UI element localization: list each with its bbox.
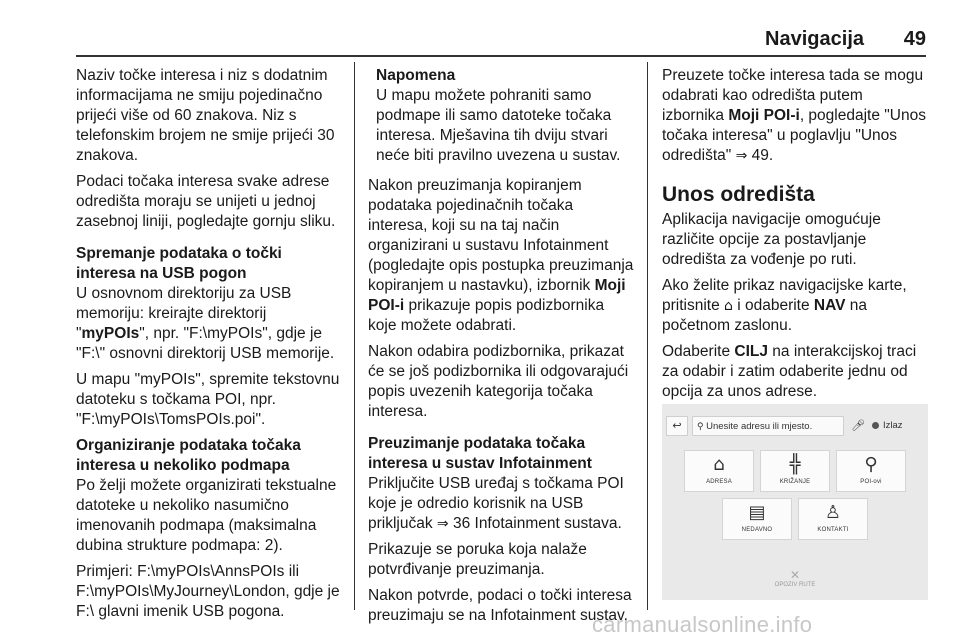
- note-text: U mapu možete pohraniti samo podmape ili samo datoteke točaka interesa. Mješavina tih dviju stvari neće biti pravilno uvezena u sustav.: [376, 87, 621, 164]
- tile-recent[interactable]: [722, 498, 792, 540]
- back-icon[interactable]: ↩: [666, 416, 688, 436]
- exit-button[interactable]: Izlaz: [872, 416, 922, 436]
- submenu-paragraph: Nakon odabira podizbornika, prikazat će se još podizbornika ili odgovarajući popis uvezenih kategorija točaka interesa.: [368, 343, 629, 420]
- infotainment-screenshot: [662, 404, 928, 600]
- search-icon: ⚲: [697, 421, 707, 431]
- page-reference-icon: ⇒: [735, 148, 748, 164]
- column-divider-2: [647, 62, 648, 610]
- mypois-directory-paragraph: U osnovnom direktoriju za USB memoriju: kreirajte direktorij "myPOIs", npr. "F:\myPOIs", gdje je "F:\" osnovni direktorij USB memorije.: [76, 285, 335, 362]
- home-icon: ⌂: [724, 298, 733, 314]
- subfolders-paragraph: Po želji možete organizirati tekstualne datoteke u nekoliko nasumično imenovanih podmapa (maksimalna dubina strukture podmapa: 2).: [76, 477, 337, 554]
- page-number: 49: [903, 28, 926, 50]
- poi-line-paragraph: Podaci točaka interesa svake adrese odredišta moraju se unijeti u jednoj zasebnoj liniji, pogledajte gornju sliku.: [76, 173, 336, 230]
- section-title: Navigacija: [765, 28, 864, 50]
- microphone-icon[interactable]: 🎤︎: [851, 420, 865, 432]
- column-1: [76, 66, 342, 628]
- close-icon[interactable]: ✕: [789, 568, 801, 582]
- after-download-paragraph: Nakon preuzimanja kopiranjem podataka pojedinačnih točaka interesa, koji su na taj način organizirani u sustavu Infotainment (pogledajte opis postupka preuzimanja kopiranjem u nastavku), izbornik Moji POI-i prikazuje popis podizbornika koje možete odabrati.: [368, 177, 634, 334]
- exit-dot-icon: [872, 422, 879, 429]
- screen-toolbar: [662, 412, 928, 440]
- examples-paragraph: Primjeri: F:\myPOIs\AnnsPOIs ili F:\myPOIs\MyJourney\London, gdje je F:\ glavni imenik USB pogona.: [76, 563, 340, 620]
- address-search-input[interactable]: [692, 416, 844, 436]
- intersection-icon: ╬: [789, 454, 801, 475]
- tile-poi[interactable]: [836, 450, 906, 492]
- heading-destination-entry: Unos odredišta: [662, 183, 815, 206]
- watermark: carmanualsonline.info: [592, 612, 813, 637]
- recent-list-icon: ▤: [748, 502, 766, 523]
- page-header: [0, 0, 960, 56]
- cancel-route-label: OPOZIV RUTE: [774, 582, 816, 588]
- column-2: [368, 66, 634, 632]
- heading-organize-subfolders: Organiziranje podataka točaka interesa u nekoliko podmapa: [76, 437, 301, 474]
- column-divider-1: [354, 62, 355, 610]
- heading-save-usb: Spremanje podataka o točki interesa na USB pogon: [76, 245, 282, 282]
- poi-length-paragraph: Naziv točke interesa i niz s dodatnim informacijama ne smiju pojedinačno prijeći više od 60 znakova. Niz s telefonskim brojem ne smije prijeći 30 znakova.: [76, 67, 335, 164]
- contact-icon: ♙: [824, 502, 842, 523]
- downloaded-poi-paragraph: Preuzete točke interesa tada se mogu odabrati kao odredišta putem izbornika Moji POI-i, pogledajte "Unos točaka interesa" u poglavlju "Unos odredišta" ⇒ 49.: [662, 67, 926, 164]
- connect-usb-paragraph: Priključite USB uređaj s točkama POI koje je odredio korisnik na USB priključak ⇒ 36 Infotainment sustava.: [368, 475, 624, 532]
- page-reference-icon: ⇒: [436, 516, 449, 532]
- tile-label: POI-ovi: [860, 479, 882, 485]
- confirm-message-paragraph: Prikazuje se poruka koja nalaže potvrđivanje preuzimanja.: [368, 541, 587, 578]
- poi-pin-icon: ⚲: [864, 454, 878, 475]
- house-icon: ⌂: [713, 454, 725, 475]
- tile-address[interactable]: [684, 450, 754, 492]
- tile-contacts[interactable]: [798, 498, 868, 540]
- mypois-file-paragraph: U mapu "myPOIs", spremite tekstovnu datoteku s točkama POI, npr. "F:\myPOIs\TomsPOIs.poi".: [76, 371, 340, 428]
- heading-download-poi: Preuzimanje podataka točaka interesa u sustav Infotainment: [368, 435, 592, 472]
- tile-label: ADRESA: [706, 479, 732, 485]
- select-cilj-paragraph: Odaberite CILJ na interakcijskoj traci za odabir i zatim odaberite jednu od opcija za unos adrese.: [662, 343, 917, 400]
- header-rule: [76, 55, 926, 57]
- column-3: [662, 66, 928, 408]
- tile-label: KRIŽANJE: [779, 479, 811, 485]
- after-confirm-paragraph: Nakon potvrde, podaci o točki interesa preuzimaju se na Infotainment sustav.: [368, 587, 632, 624]
- tile-label: KONTAKTI: [817, 527, 849, 533]
- note-box: [368, 66, 634, 166]
- note-title: Napomena: [376, 67, 456, 84]
- search-placeholder: Unesite adresu ili mjesto.: [706, 421, 813, 432]
- home-nav-paragraph: Ako želite prikaz navigacijske karte, pritisnite ⌂ i odaberite NAV na početnom zaslonu.: [662, 277, 907, 334]
- navigation-options-paragraph: Aplikacija navigacije omogućuje različite opcije za postavljanje odredišta za vođenje po ruti.: [662, 211, 881, 268]
- tile-intersection[interactable]: [760, 450, 830, 492]
- tile-label: NEDAVNO: [741, 527, 773, 533]
